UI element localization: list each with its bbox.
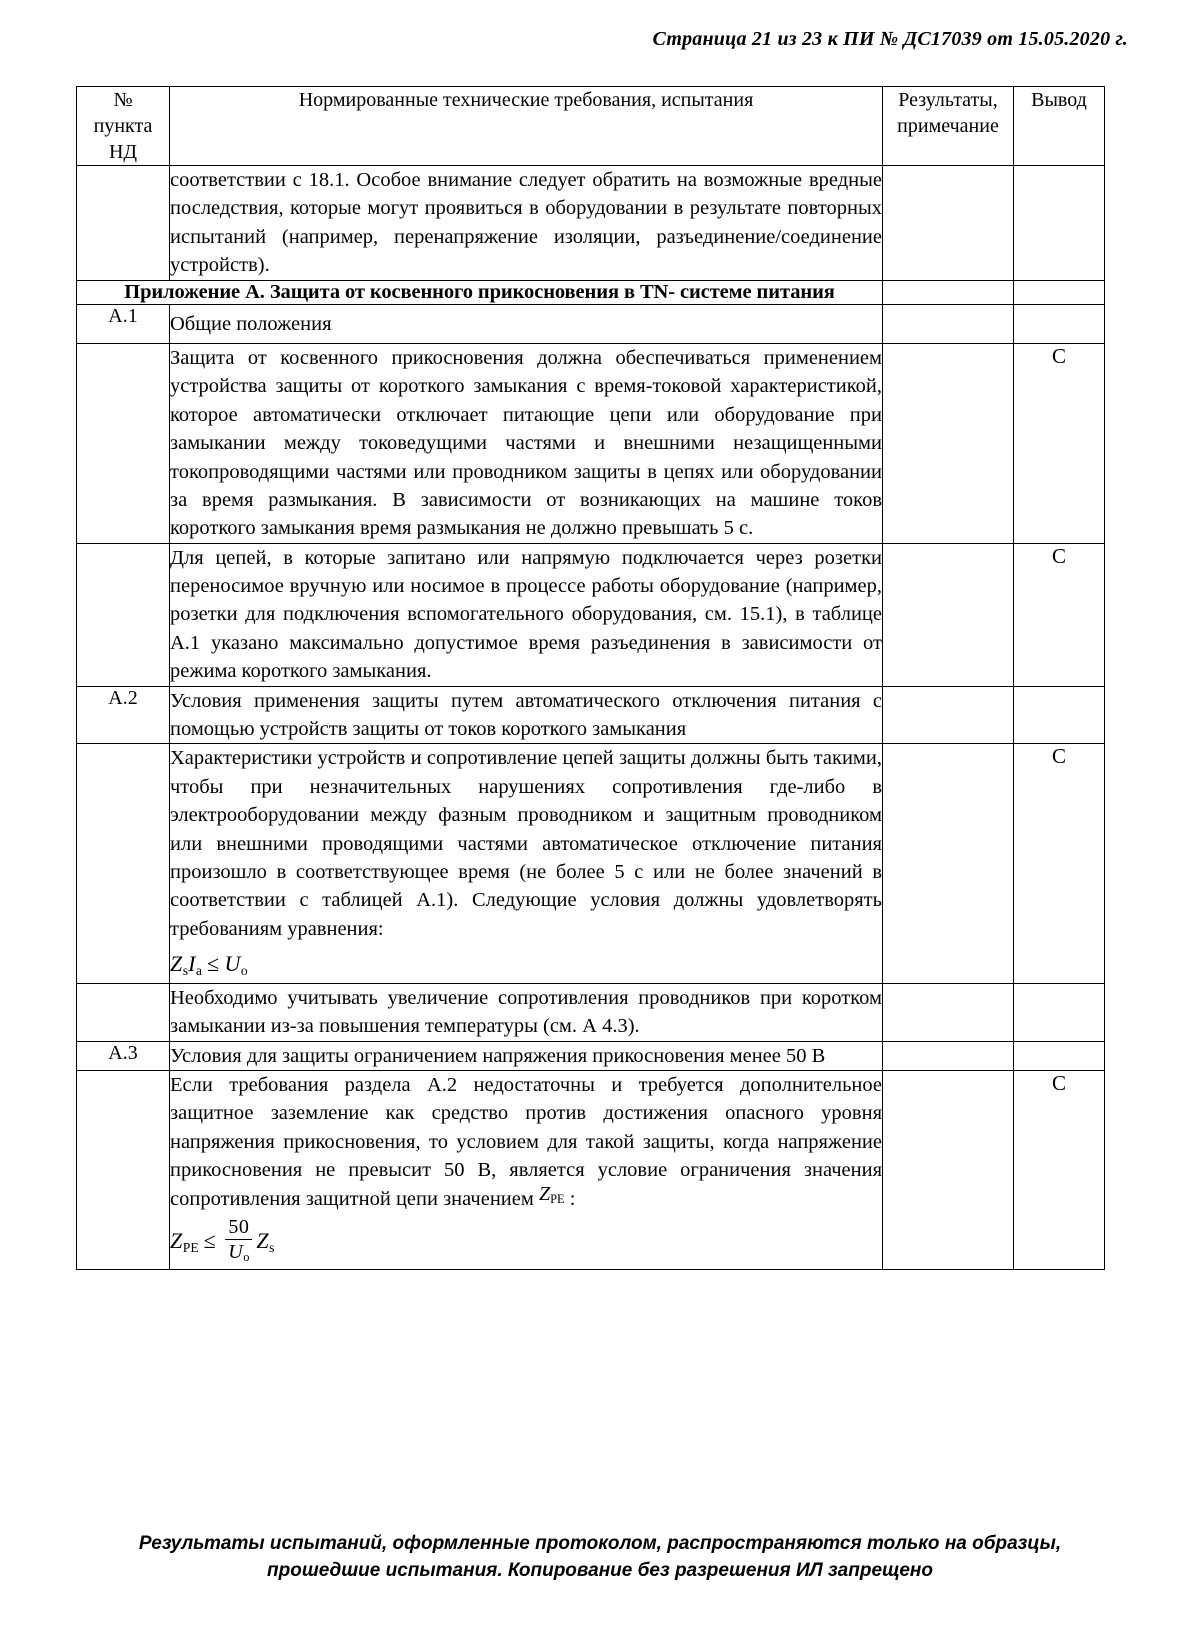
page-footer-line-2: прошедшие испытания. Копирование без разрешения ИЛ запрещено [267,1560,933,1582]
row-item-number: А.3 [77,1041,170,1070]
row-result-note [883,1071,1014,1270]
row-item-number [77,744,170,983]
formula-zpe-50-uo-zs [170,1216,882,1267]
formula-operator: ≤ [206,951,220,977]
paragraph: Для цепей, в которые запитано или напрямую подключается через розетки переносимое вручную или носимое в процессе работы оборудование (например, розетки для подключения вспомогательного оборудования, см. 15.1), в таблице А.1 указано максимально допустимое время разъединения в зависимости от режима короткого замыкания. [170,546,882,683]
formula-term-zs: $Z_s$ [256,1228,275,1256]
row-requirement-text [170,983,883,1041]
row-requirement-text [170,744,883,983]
row-item-number: А.2 [77,686,170,744]
row-item-number [77,166,170,281]
row-result-note [883,304,1014,343]
page-footer-line-1: Результаты испытаний, оформленные протоколом, распространяются только на образцы, [138,1532,1062,1554]
page-footer [0,1530,1200,1585]
paragraph: Защита от косвенного прикосновения должна обеспечиваться применением устройства защиты от короткого замыкания с время-токовой характеристикой, которое автоматически отключает питающие цепи или оборудование при замыкании между токоведущими частями и внешними незащищенными токопроводящими частями или проводником защиты в цепях или оборудовании за время размыкания. В зависимости от возникающих на машине токов короткого замыкания время размыкания не должно превышать 5 с. [170,346,882,540]
paragraph-text-after-var: : [564,1187,576,1210]
table-row-appendix-title [77,280,1105,304]
row-item-number [77,1071,170,1270]
table-header-row [77,87,1105,166]
column-header-conclusion-line-1: Вывод [1031,89,1087,111]
table-row [77,343,1105,543]
column-header-item-number-line-3: НД [108,141,138,163]
row-requirement-text [170,304,883,343]
row-conclusion [1014,280,1105,304]
table-row [77,686,1105,744]
paragraph-text-before-var: Если требования раздела А.2 недостаточны и требуется дополнительное защитное заземление как средство против достижения опасного уровня напряжения прикосновения, то условием для такой защиты, когда напряжение прикосновения не превысит 50 В, является условие ограничения значения сопротивления защитной цепи значением [170,1074,882,1210]
row-requirement-text [170,343,883,543]
fraction-numerator: 50 [225,1217,252,1240]
table-row [77,304,1105,343]
row-requirement-text [170,686,883,744]
row-conclusion [1014,304,1105,343]
paragraph [170,1071,882,1213]
row-requirement-text [170,1071,883,1270]
column-header-results-line-2: примечание [897,115,999,137]
row-conclusion: С [1014,744,1105,983]
requirements-table-body [77,166,1105,1270]
formula-fraction [225,1217,252,1265]
paragraph: Условия применения защиты путем автоматического отключения питания с помощью устройств защиты от токов короткого замыкания [170,689,882,741]
formula-term-ia: $I_a$ [188,951,202,978]
row-conclusion: С [1014,343,1105,543]
row-item-number [77,343,170,543]
table-row [77,744,1105,983]
table-row [77,983,1105,1041]
row-item-number [77,983,170,1041]
column-header-conclusion [1014,87,1105,166]
row-conclusion [1014,983,1105,1041]
row-result-note [883,280,1014,304]
row-conclusion: С [1014,1071,1105,1270]
row-result-note [883,983,1014,1041]
paragraph: Общие положения [170,312,332,335]
formula-operator: ≤ [203,1228,217,1254]
column-header-item-number-line-1: № [113,89,133,111]
formula-term-uo: $U_o$ [224,951,248,978]
row-item-number [77,543,170,686]
row-conclusion [1014,1041,1105,1070]
paragraph: Условия для защиты ограничением напряжения прикосновения менее 50 В [170,1044,826,1067]
formula-zs-ia-uo [170,949,882,981]
row-requirement-text [170,543,883,686]
appendix-title: Приложение А. Защита от косвенного прикосновения в TN- системе питания [77,280,883,304]
column-header-item-number-line-2: пункта [93,115,153,137]
column-header-item-number [77,87,170,166]
paragraph: соответствии с 18.1. Особое внимание следует обратить на возможные вредные последствия, которые могут проявиться в оборудовании в результате повторных испытаний (например, перенапряжение изоляции, разъединение/соединение устройств). [170,169,882,277]
row-result-note [883,543,1014,686]
table-row [77,1041,1105,1070]
table-row [77,1071,1105,1270]
row-conclusion [1014,686,1105,744]
table-row [77,543,1105,686]
requirements-table-wrapper [76,86,1104,1270]
column-header-results [883,87,1014,166]
row-result-note [883,686,1014,744]
row-conclusion [1014,166,1105,281]
requirements-table [76,86,1105,1270]
formula-term-zpe: $Z_{PE}$ [170,1228,199,1256]
table-row [77,166,1105,281]
row-result-note [883,1041,1014,1070]
column-header-requirements-line-1: Нормированные технические требования, испытания [298,89,754,111]
column-header-requirements [170,87,883,166]
inline-variable-zpe: $Z_{PE}$ [538,1182,565,1206]
row-requirement-text [170,166,883,281]
row-requirement-text [170,1041,883,1070]
formula-term-zs: $Z_s$ [170,951,189,978]
column-header-results-line-1: Результаты, [898,89,998,111]
paragraph: Характеристики устройств и сопротивление цепей защиты должны быть такими, чтобы при незначительных нарушениях сопротивления где-либо в электрооборудовании между фазным проводником и защитным проводником или внешними проводящими частями автоматическое отключение питания произошло в соответствующее время (не более 5 с или не более значений в соответствии с таблицей А.1). Следующие условия должны удовлетворять требованиям уравнения: [170,747,882,940]
row-result-note [883,166,1014,281]
paragraph: Необходимо учитывать увеличение сопротивления проводников при коротком замыкании из-за повышения температуры (см. А 4.3). [170,986,882,1038]
fraction-denominator: $U_o$ [228,1241,250,1265]
page-header-note: Страница 21 из 23 к ПИ № ДС17039 от 15.05.2020 г. [652,28,1128,50]
row-item-number: А.1 [77,304,170,343]
row-conclusion: С [1014,543,1105,686]
row-result-note [883,744,1014,983]
row-result-note [883,343,1014,543]
